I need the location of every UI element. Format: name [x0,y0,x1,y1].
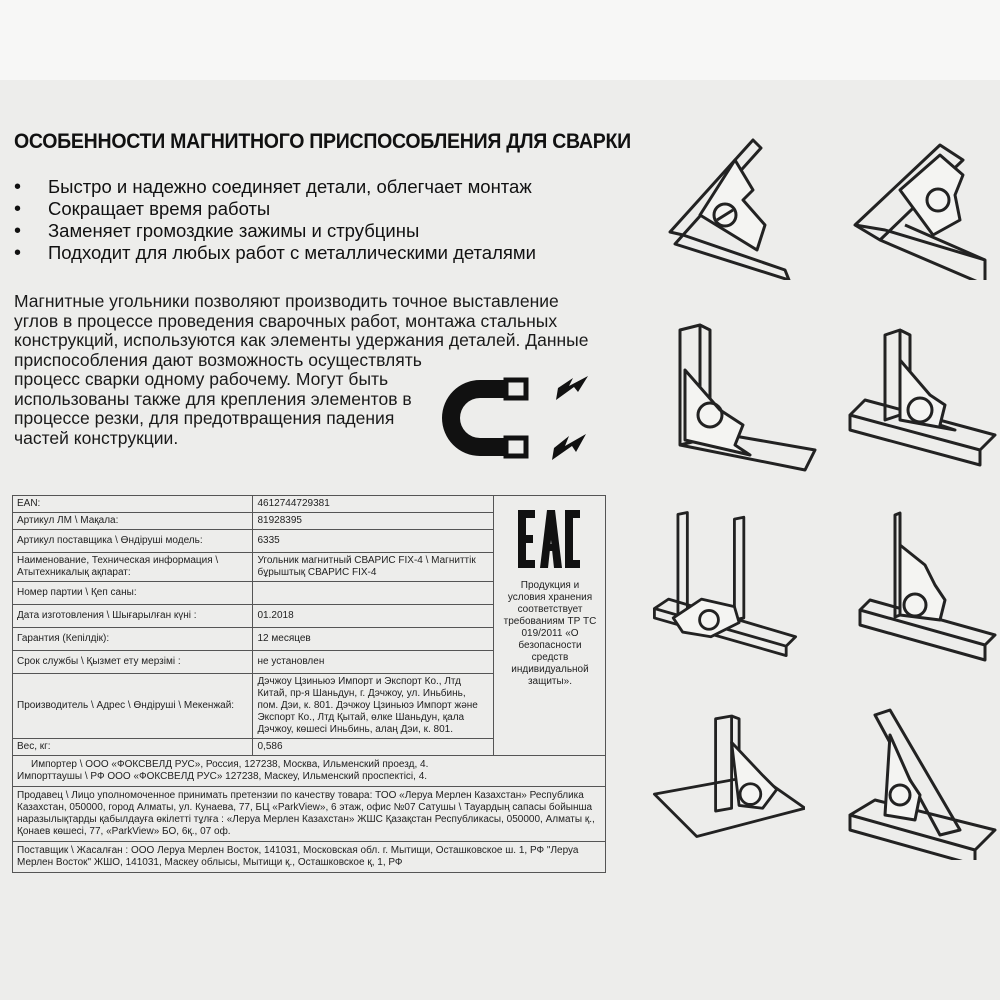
feature-item: • Быстро и надежно соединяет детали, облегчает монтаж [14,176,536,198]
seller-info: Продавец \ Лицо уполномоченное принимать претензии по качеству товара: ТОО «Леруа Мерлен Казахстан» Республика Казахстан, 050000, город Алматы, ул. Кунаева, 77, БЦ «ParkView», 6 этаж, офис №07 Сатушы \ Тауардың сапасы бойынша наразылықтарды қабылдауға өкілетті тұлға : «Леруа Мерлен Казахстан» ЖШС Қазақстан Республикасы, 050000, Алматы қ., Қонаев көшесі, 77, «ParkView» БО, 6қ., 07 оф. [13,787,606,842]
row-value: Угольник магнитный СВАРИС FIX-4 \ Магниттік бұрыштық СВАРИС FIX-4 [253,553,493,582]
description-line: углов в процессе проведения сварочных работ, монтажа стальных [14,310,558,331]
row-label: Наименование, Техническая информация \ Атытехникалық ақпарат: [13,553,253,582]
feature-item: • Заменяет громоздкие зажимы и струбцины [14,220,536,242]
row-label: Артикул ЛМ \ Мақала: [13,513,253,530]
description-line: Магнитные угольники позволяют производить точное выставление [14,291,559,311]
supplier-info: Поставщик \ Жасалған : ООО Леруа Мерлен Восток, 141031, Московская обл. г. Мытищи, Осташковское ш. 1, РФ "Леруа Мерлен Восток" ЖШО, 141031, Маскеу облысы, Мытищи қ., Осташковское қ, 1, РФ [13,842,606,873]
feature-list [14,176,536,264]
row-value: 01.2018 [253,605,493,628]
magnet-hex-two-posts-illustration-icon [645,505,805,665]
table-row [13,787,606,842]
row-label: Гарантия (Кепілдік): [13,628,253,651]
row-label: Артикул поставщика \ Өндіруші модель: [13,530,253,553]
description-line: частей конструкции. [14,427,179,448]
feature-item: • Сокращает время работы [14,198,536,220]
row-value: 6335 [253,530,493,553]
row-value: 81928395 [253,513,493,530]
magnet-square-corner-post-illustration-icon [845,505,1000,665]
row-label: Номер партии \ Қеп саны: [13,582,253,605]
magnet-square-vertical-tube-illustration-icon [665,320,825,480]
magnet-square-plate-illustration-icon [645,700,805,860]
description-line: конструкций, используются как элементы удержания деталей. Данные [14,330,589,350]
description-line: приспособления дают возможность осуществлять [14,349,422,370]
description-line: процесс сварки одному рабочему. Могут быть [14,369,389,389]
eac-compliance-text: Продукция и условия хранения соответствует требованиям ТР ТС 019/2011 «О безопасности средств индивидуальной защиты». [503,580,597,687]
row-value: 12 месяцев [253,628,493,651]
description-line: процессе резки, для предотвращения падения [14,408,395,428]
row-label: Срок службы \ Қызмет ету мерзімі : [13,651,253,674]
magnet-square-t-joint-illustration-icon [845,320,1000,480]
row-label: Вес, кг: [13,739,253,756]
magnet-icon [428,368,608,468]
importer-line: Импортер \ ООО «ФОКСВЕЛД РУС», Россия, 127238, Москва, Ильменский проезд, 4. [31,759,429,770]
magnet-square-pipe-illustration-icon [665,120,825,280]
table-row [13,496,606,513]
row-value: 4612744729381 [253,496,493,513]
top-background-strip [0,0,1000,80]
magnet-square-angled-beam-illustration-icon [845,700,1000,860]
row-value: 0,586 [253,739,493,756]
row-label: EAN: [13,496,253,513]
row-value: Дэчжоу Цзиньюэ Импорт и Экспорт Ко., Лтд Китай, пр-я Шаньдун, г. Дэчжоу, ул. Иньбинь, пом. Дэи, к. 801. Дэчжоу Цзиньюэ Импорт және Экспорт Ко., Лтд Қытай, өлке Шаньдун, қала Дэчжоу, көшесі Иньбинь, алаң Дэи, к. 801. [253,674,493,739]
description-line: использованы также для крепления элементов в [14,388,412,409]
row-value [253,582,493,605]
table-row [13,842,606,873]
table-row [13,756,606,787]
row-label: Дата изготовления \ Шығарылған күні : [13,605,253,628]
importer-kz-line: Импорттаушы \ РФ ООО «ФОКСВЕЛД РУС» 127238, Маскеу, Ильменский проспектісі, 4. [17,771,428,782]
magnet-square-tube-illustration-icon [845,120,1000,280]
row-label: Производитель \ Адрес \ Өндіруші \ Мекенжай: [13,674,253,739]
feature-item: • Подходит для любых работ с металлическими деталями [14,242,536,264]
eac-logo-icon [518,510,580,568]
page-title: ОСОБЕННОСТИ МАГНИТНОГО ПРИСПОСОБЛЕНИЯ ДЛЯ СВАРКИ [14,130,631,153]
row-value: не установлен [253,651,493,674]
